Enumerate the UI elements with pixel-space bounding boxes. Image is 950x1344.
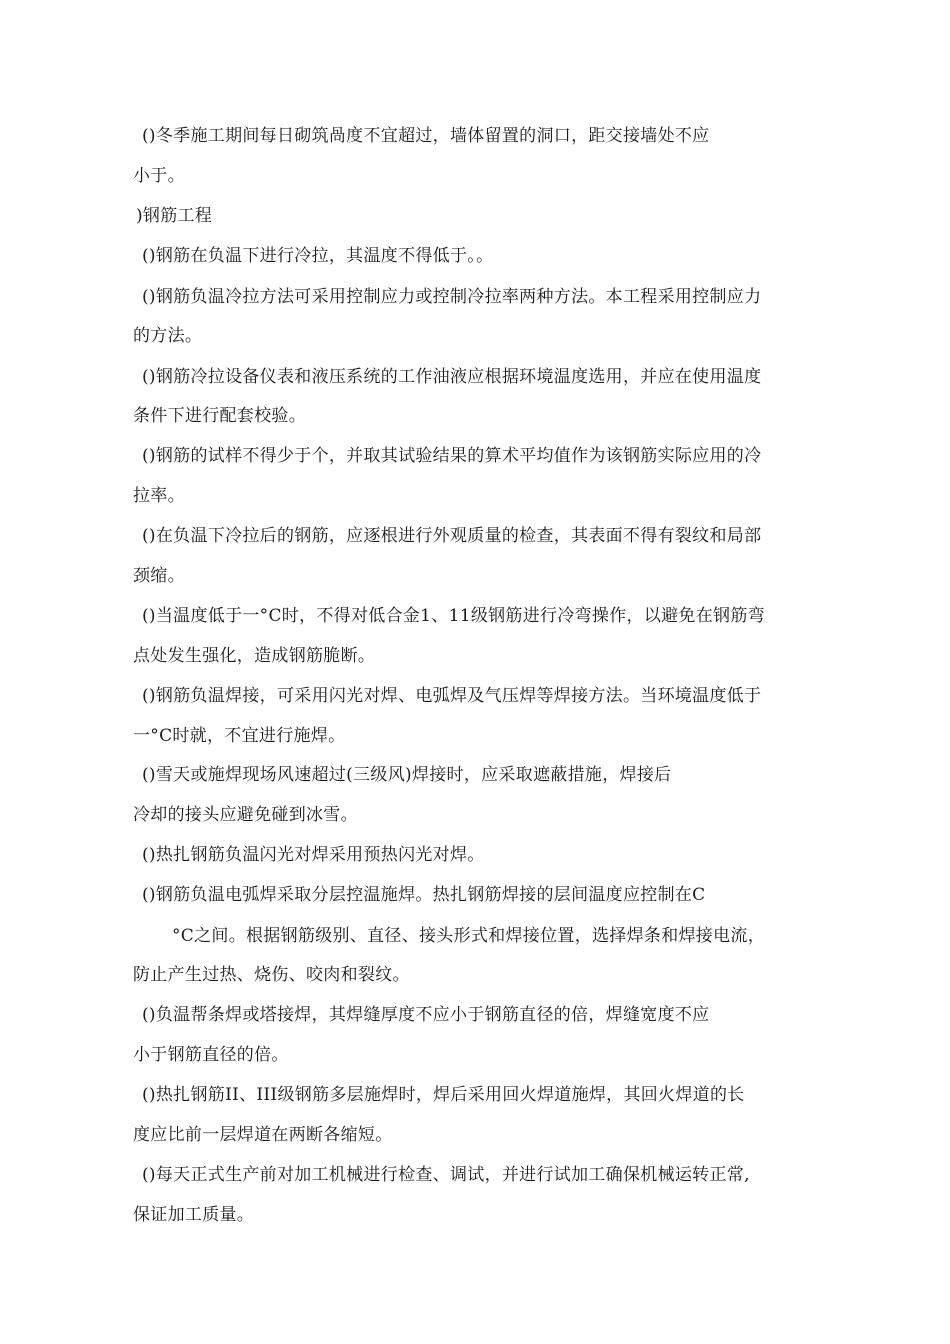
paragraph-line: ()钢筋在负温下进行冷拉，其温度不得低于。。 <box>142 246 494 266</box>
section-heading: )钢筋工程 <box>136 206 213 226</box>
paragraph-line: ()钢筋负温焊接，可采用闪光对焊、电弧焊及气压焊等焊接方法。当环境温度低于 <box>142 686 762 706</box>
paragraph-line: ()钢筋冷拉设备仪表和液压系统的工作油液应根据环境温度选用，并应在使用温度 <box>142 367 762 387</box>
paragraph-line: ()在负温下冷拉后的钢筋，应逐根进行外观质量的检查，其表面不得有裂纹和局部 <box>142 526 762 546</box>
paragraph-line: ()钢筋负温冷拉方法可采用控制应力或控制冷拉率两种方法。本工程采用控制应力 <box>142 287 762 307</box>
paragraph-line: 小于。 <box>133 166 185 186</box>
paragraph-line: ()当温度低于一°C时，不得对低合金1、11级钢筋进行冷弯操作，以避免在钢筋弯 <box>142 606 765 626</box>
paragraph-line: 保证加工质量。 <box>133 1205 255 1225</box>
paragraph-line: 一°C时就，不宜进行施焊。 <box>133 726 346 746</box>
paragraph-line: ()钢筋负温电弧焊采取分层控温施焊。热扎钢筋焊接的层间温度应控制在C <box>142 885 706 905</box>
paragraph-line: 冷却的接头应避免碰到冰雪。 <box>133 805 358 825</box>
paragraph-line: 拉率。 <box>133 486 185 506</box>
paragraph-line: ()冬季施工期间每日砌筑咼度不宜超过，墙体留置的洞口，距交接墙处不应 <box>142 126 710 146</box>
paragraph-line: ()每天正式生产前对加工机械进行检查、调试，并进行试加工确保机械运转正常, <box>142 1165 750 1185</box>
paragraph-line: 条件下进行配套校验。 <box>133 406 306 426</box>
paragraph-line: 小于钢筋直径的倍。 <box>133 1045 289 1065</box>
paragraph-line: ()负温帮条焊或塔接焊，其焊缝厚度不应小于钢筋直径的倍，焊缝宽度不应 <box>142 1005 710 1025</box>
paragraph-line: ()热扎钢筋II、III级钢筋多层施焊时，焊后采用回火焊道施焊，其回火焊道的长 <box>142 1085 745 1105</box>
paragraph-line: 点处发生强化，造成钢筋脆断。 <box>133 646 376 666</box>
paragraph-line: ()雪天或施焊现场风速超过(三级风)焊接时，应采取遮蔽措施，焊接后 <box>142 765 672 785</box>
paragraph-line: ()钢筋的试样不得少于个，并取其试验结果的算术平均值作为该钢筋实际应用的冷 <box>142 446 762 466</box>
paragraph-line: ()热扎钢筋负温闪光对焊采用预热闪光对焊。 <box>142 845 485 865</box>
paragraph-line: 度应比前一层焊道在两断各缩短。 <box>133 1125 393 1145</box>
paragraph-line: 的方法。 <box>133 326 203 346</box>
paragraph-line: 防止产生过热、烧伤、咬肉和裂纹。 <box>133 965 410 985</box>
paragraph-line: °C之间。根据钢筋级别、直径、接头形式和焊接位置，选择焊条和焊接电流， <box>172 926 766 946</box>
paragraph-line: 颈缩。 <box>133 566 185 586</box>
